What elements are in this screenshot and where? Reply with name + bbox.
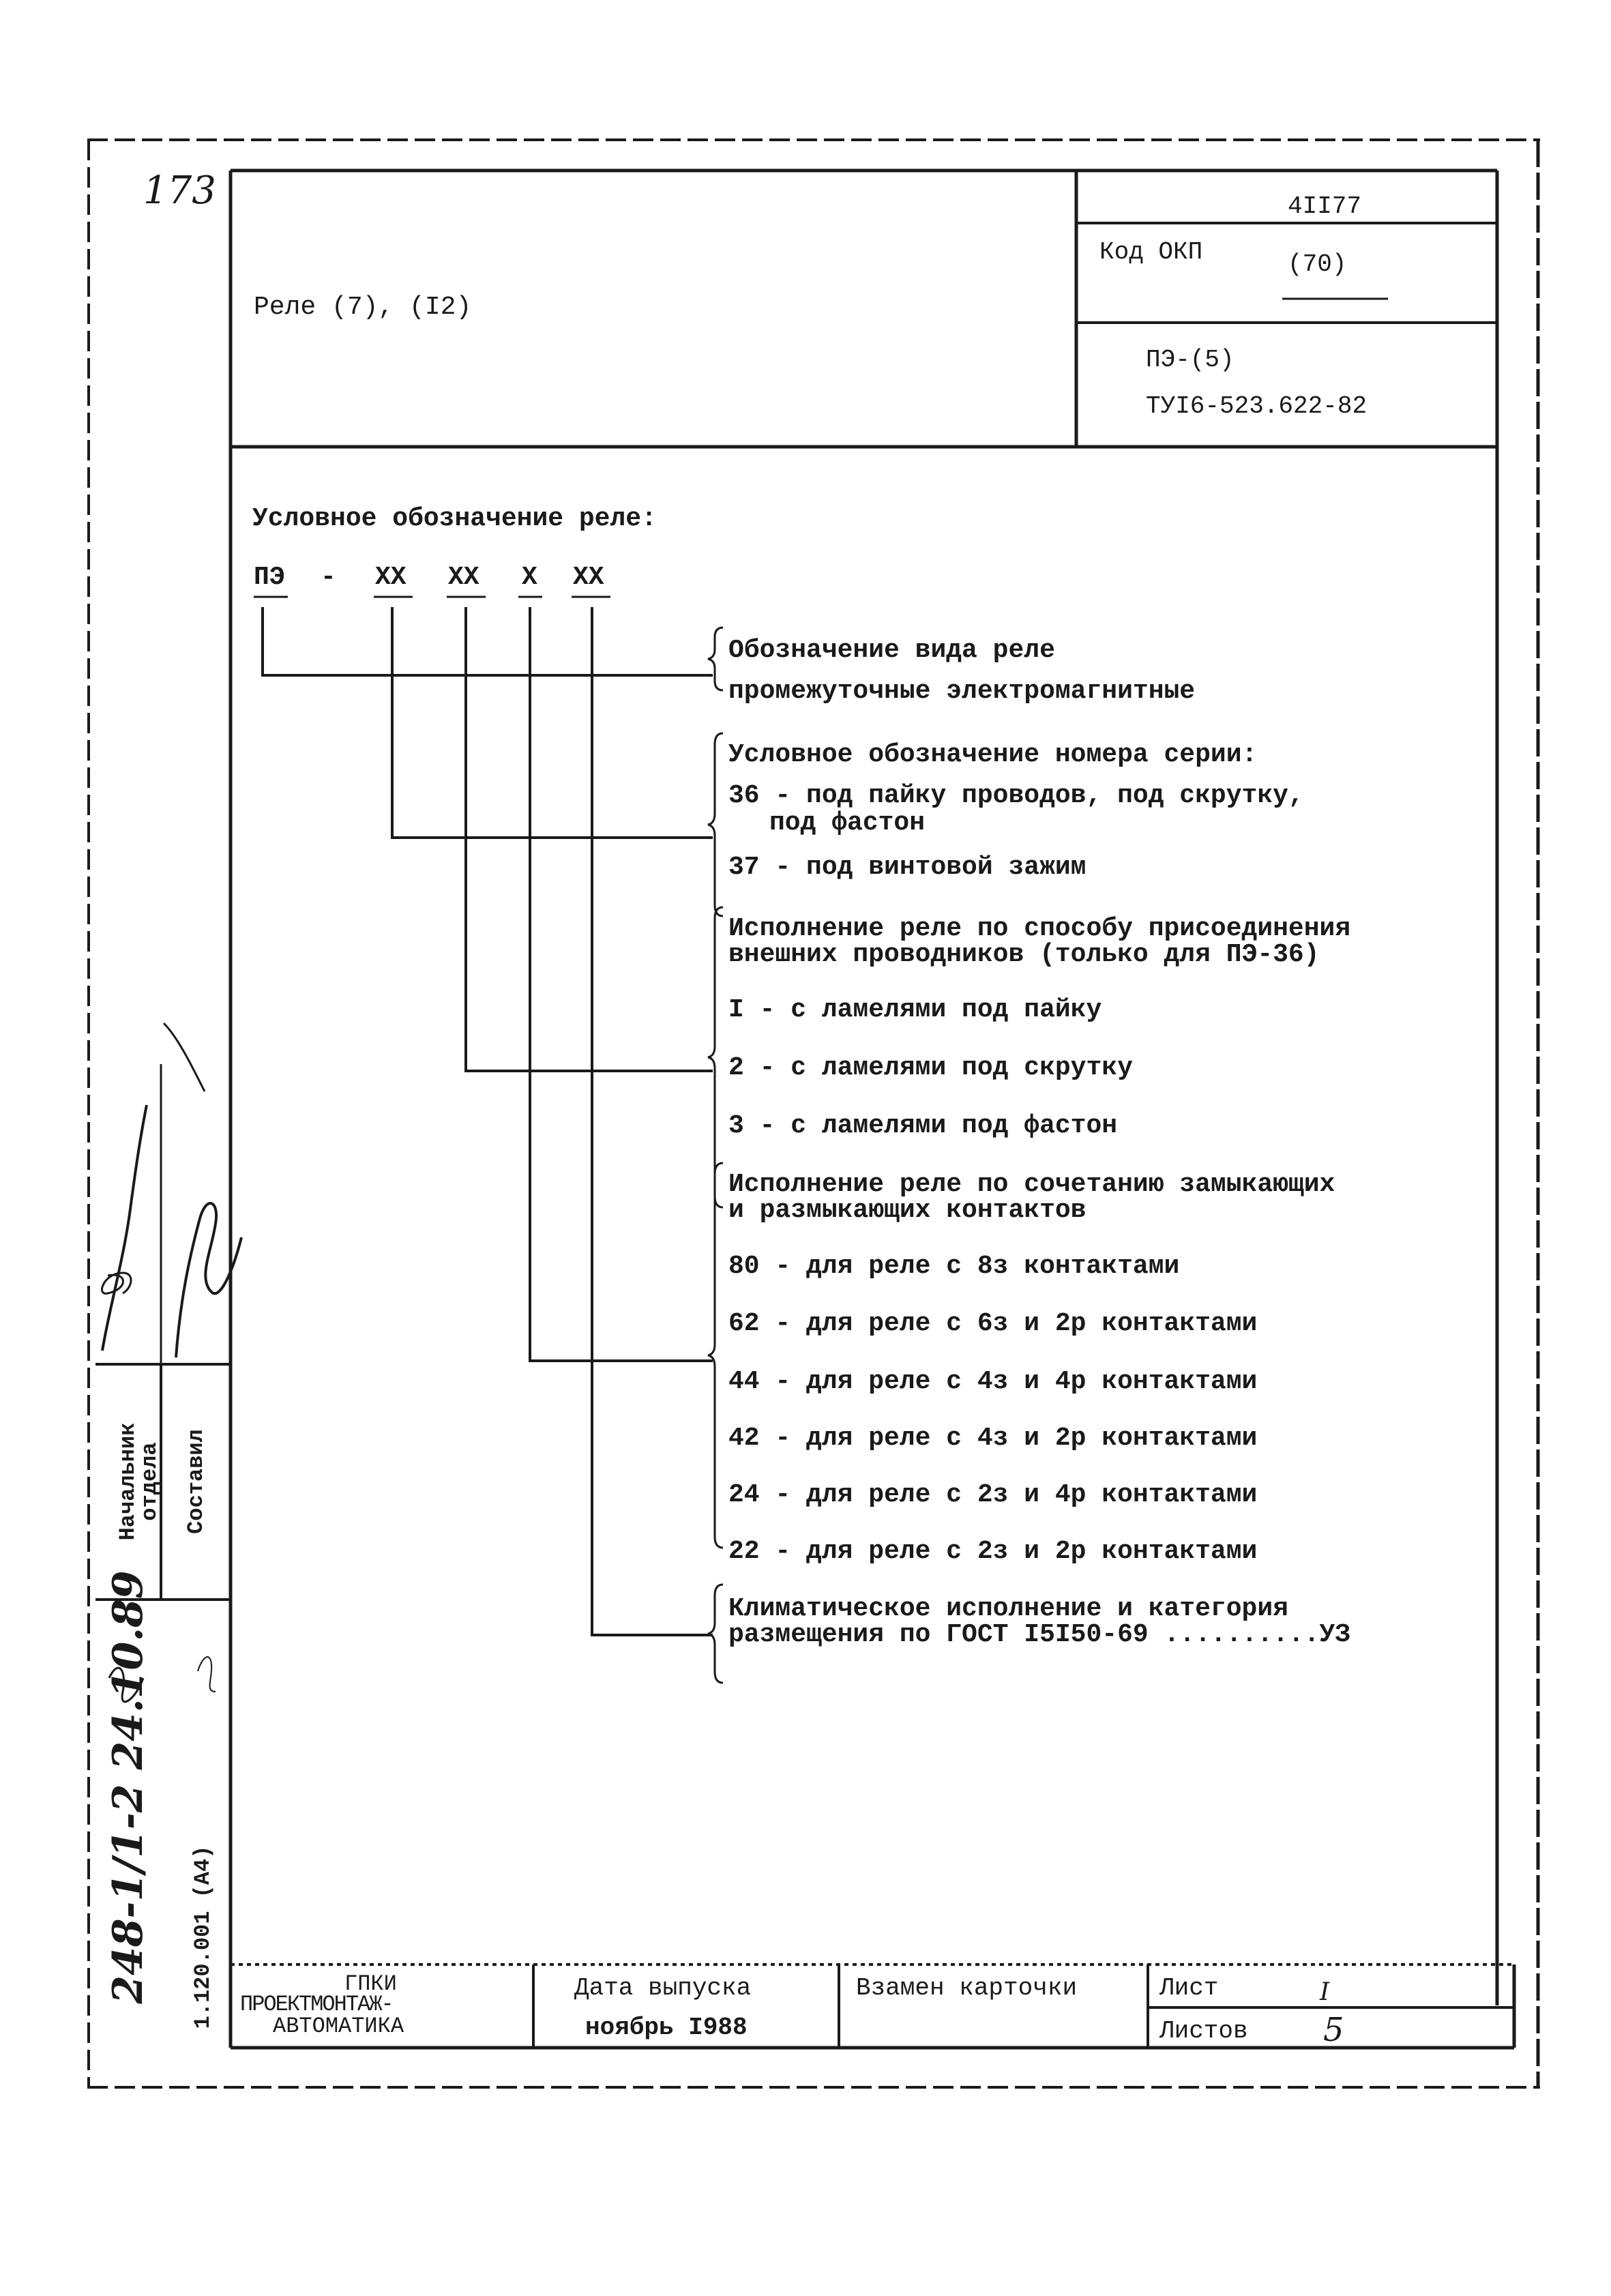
footer-org-line-1: ГПКИ <box>344 1971 397 1997</box>
connector-1 <box>263 607 713 675</box>
group-3-line-3: I - с ламелями под пайку <box>728 995 1102 1025</box>
stamp-format-note: 1.120.001 (А4) <box>190 1845 216 2029</box>
bracket-1 <box>708 628 723 690</box>
group-2-line-4: 37 - под винтовой зажим <box>728 853 1087 882</box>
group-4-line-8: 22 - для реле с 2з и 2р контактами <box>728 1537 1258 1566</box>
bracket-4 <box>708 1163 723 1548</box>
code-part-series: XX <box>375 563 407 592</box>
sheets-label: Листов <box>1159 2017 1248 2045</box>
footer-org-line-2: ПРОЕКТМОНТАЖ- <box>240 1992 393 2017</box>
group-5-line-2: размещения по ГОСТ I5I50-69 ..........УЗ <box>728 1620 1351 1649</box>
code-part-pe: ПЭ <box>254 563 285 592</box>
stamp-inventory: 248-1/1-2 24.10.89 <box>104 1570 152 2004</box>
replacement-label: Взамен карточки <box>856 1974 1078 2002</box>
connector-2 <box>392 607 713 838</box>
code-part-connection: XX <box>448 563 479 592</box>
sheets-value: 5 <box>1323 2011 1344 2049</box>
sheet-value: I <box>1320 1978 1330 2006</box>
doc-ref-line-1: ПЭ-(5) <box>1146 346 1235 374</box>
group-3-line-2: внешних проводников (только для ПЭ-36) <box>728 940 1320 969</box>
group-4-line-7: 24 - для реле с 2з и 4р контактами <box>728 1480 1258 1510</box>
connector-5 <box>592 607 713 1635</box>
group-2-line-2: 36 - под пайку проводов, под скрутку, <box>728 781 1304 810</box>
group-3-line-4: 2 - с ламелями под скрутку <box>728 1053 1133 1083</box>
stamp-head-label-1: Начальник <box>115 1422 141 1541</box>
group-2-line-3: под фастон <box>769 808 926 838</box>
okp-value: (70) <box>1288 250 1347 278</box>
page-title: Реле (7), (I2) <box>254 293 472 322</box>
group-3-line-1: Исполнение реле по способу присоединения <box>728 914 1351 943</box>
group-4-line-6: 42 - для реле с 4з и 2р контактами <box>728 1424 1258 1453</box>
group-1-line-1: Обозначение вида реле <box>728 636 1055 665</box>
signature-1 <box>102 1105 147 1351</box>
sheet-label: Лист <box>1159 1974 1219 2002</box>
group-3-line-5: 3 - с ламелями под фастон <box>728 1111 1118 1140</box>
group-4-line-5: 44 - для реле с 4з и 4р контактами <box>728 1367 1258 1396</box>
code-part-climate: XX <box>573 563 604 592</box>
designation-heading: Условное обозначение реле: <box>252 504 657 533</box>
stamp-head-label-2: отдела <box>137 1442 162 1521</box>
page-number: 173 <box>143 168 216 213</box>
footer-org-line-3: АВТОМАТИКА <box>273 2014 404 2039</box>
issue-date-value: ноябрь I988 <box>585 2014 748 2042</box>
stamp-compiled-label: Составил <box>183 1429 209 1534</box>
issue-date-label: Дата выпуска <box>574 1974 752 2002</box>
group-1-line-2: промежуточные электромагнитные <box>728 677 1196 706</box>
doc-code: 4II77 <box>1288 192 1362 220</box>
group-2-line-1: Условное обозначение номера серии: <box>728 740 1258 769</box>
group-5-line-1: Климатическое исполнение и категория <box>728 1594 1288 1623</box>
connector-4 <box>530 607 713 1361</box>
code-part-dash: - <box>321 563 336 592</box>
okp-label: Код ОКП <box>1099 238 1203 266</box>
doc-ref-line-2: ТУI6-523.622-82 <box>1146 392 1368 420</box>
group-4-line-2: и размыкающих контактов <box>728 1196 1087 1225</box>
group-4-line-4: 62 - для реле с 6з и 2р контактами <box>728 1309 1258 1338</box>
bracket-2 <box>708 733 723 916</box>
group-4-line-1: Исполнение реле по сочетанию замыкающих <box>728 1170 1335 1199</box>
code-part-contacts: X <box>522 563 537 592</box>
bracket-5 <box>708 1585 723 1683</box>
group-4-line-3: 80 - для реле с 8з контактами <box>728 1252 1180 1281</box>
